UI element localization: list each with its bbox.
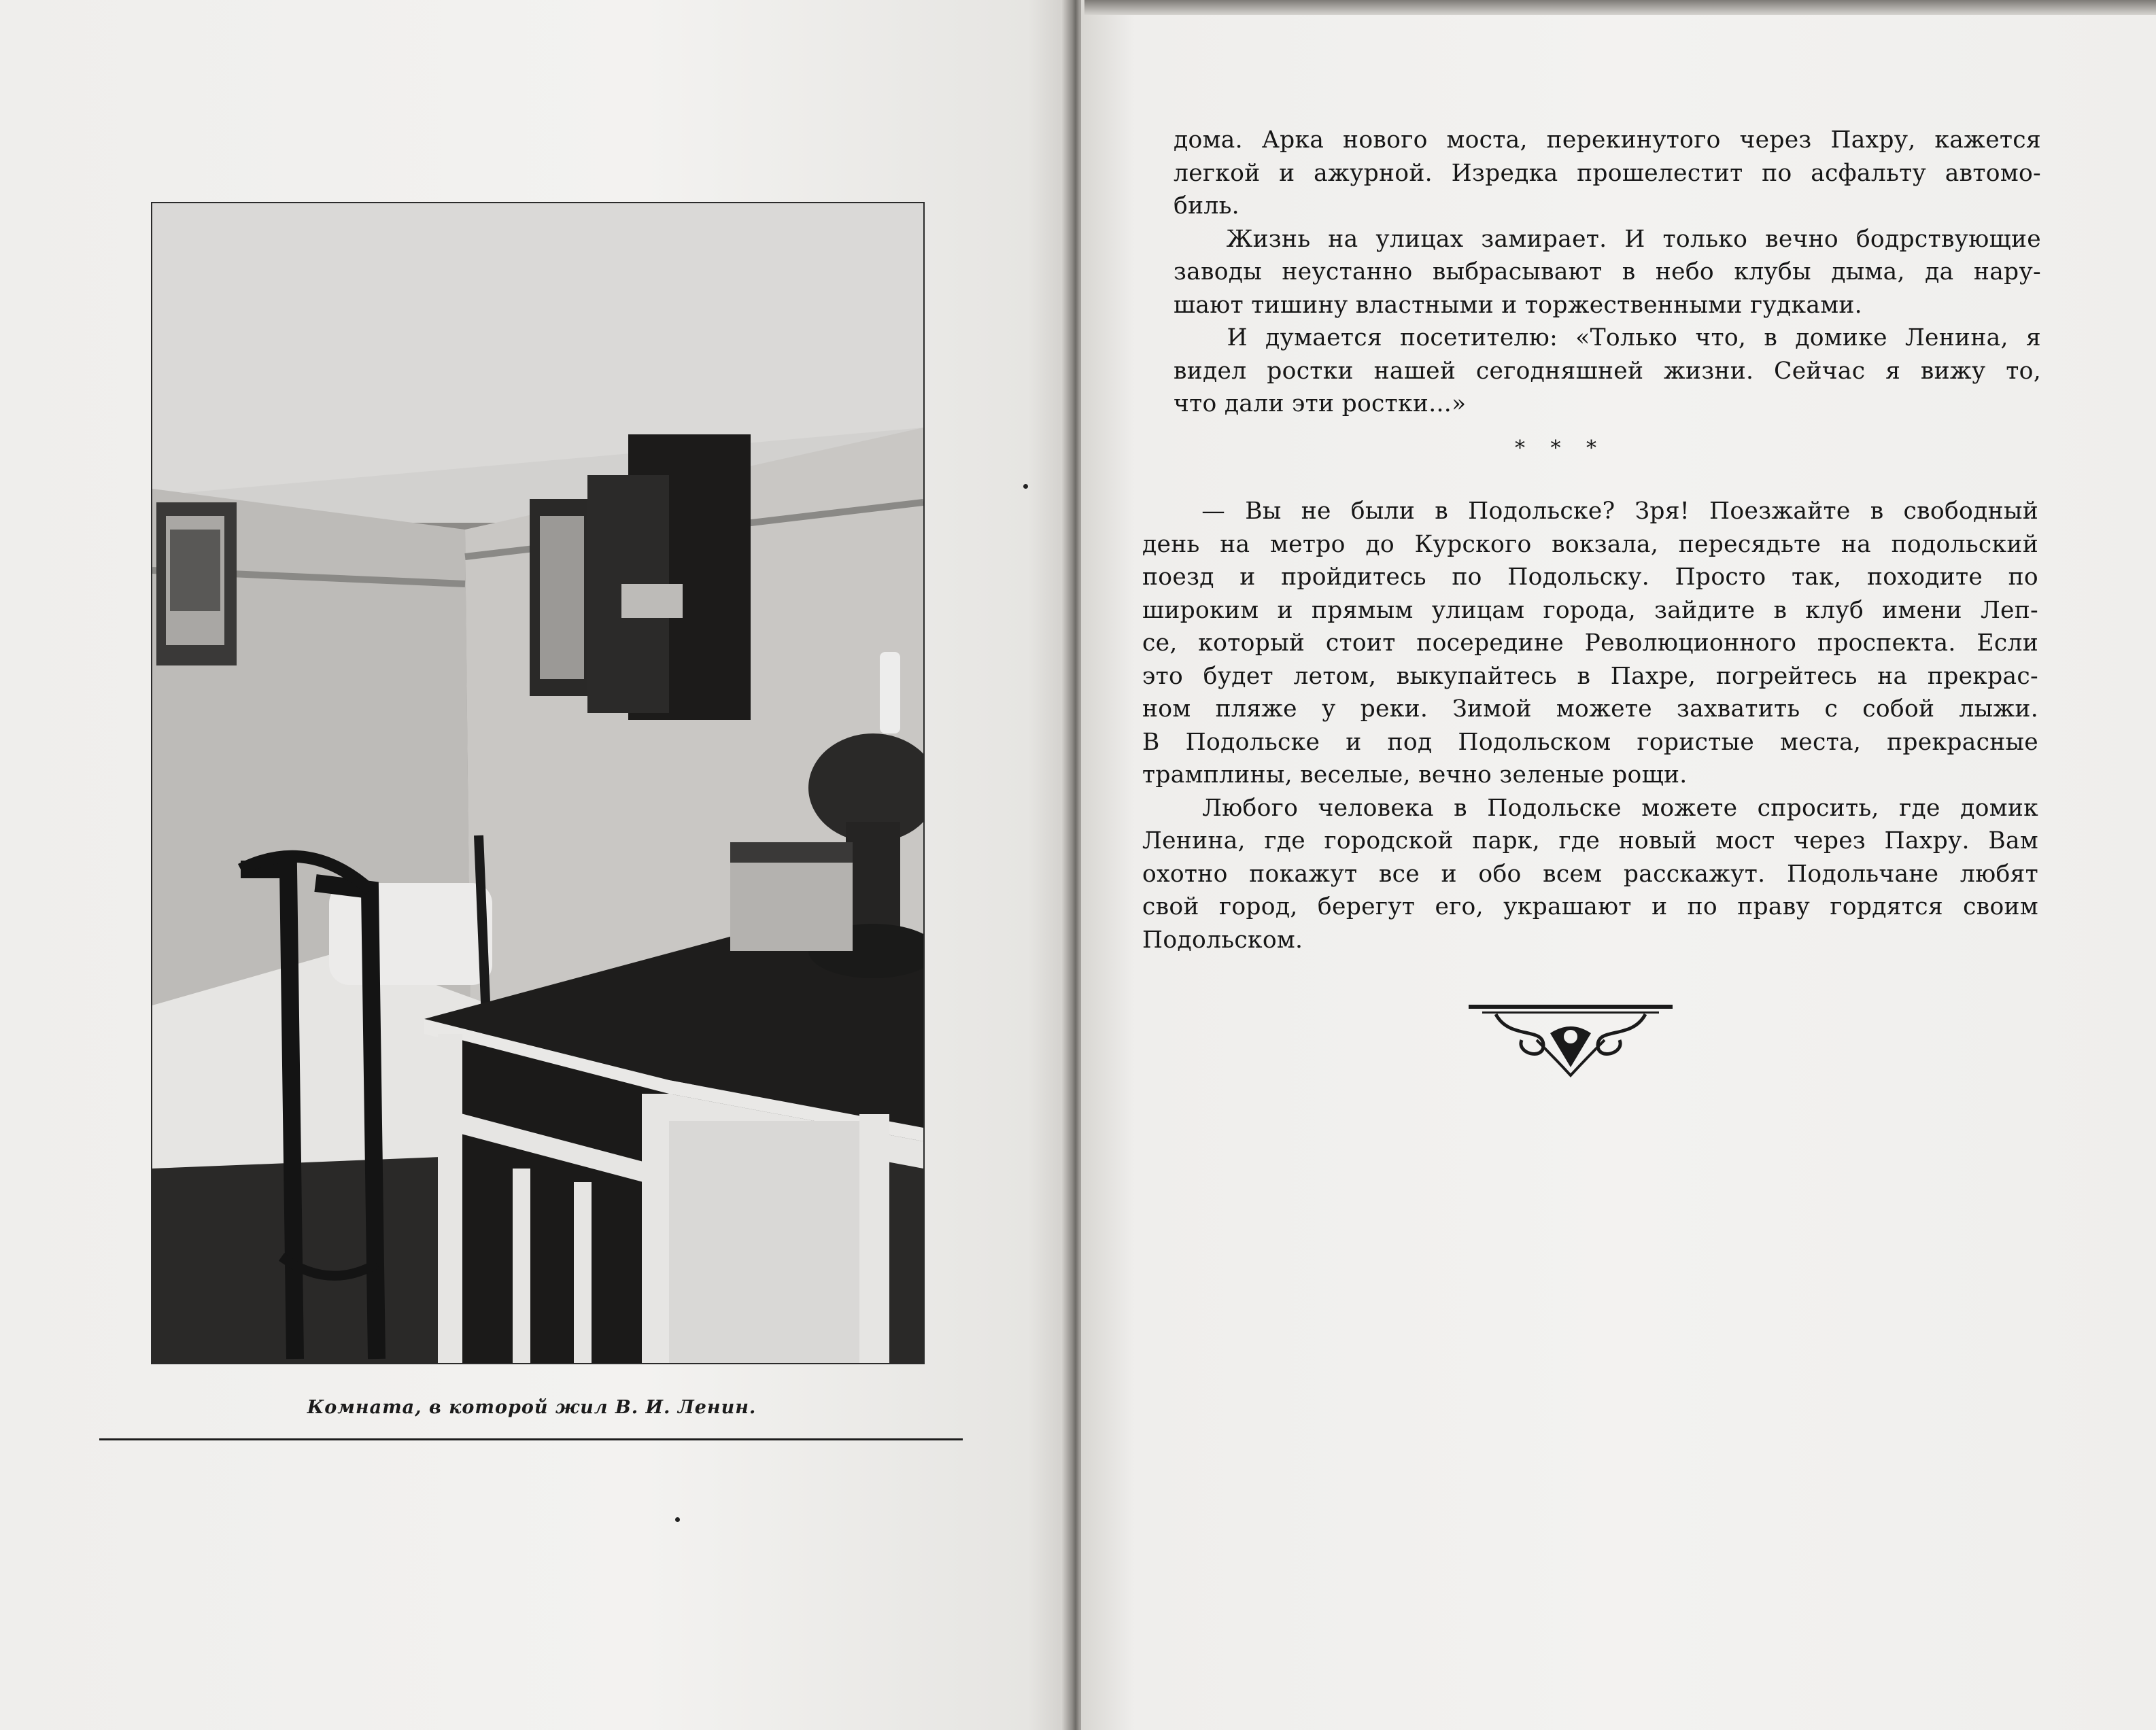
left-page <box>0 0 1071 1730</box>
text-line: поезд и пройдитесь по Подольску. Просто так, походите по <box>1142 564 2038 591</box>
print-speck <box>1023 484 1028 489</box>
room-photograph <box>151 202 925 1364</box>
text-line: легкой и ажурной. Изредка прошелестит по асфальту автомо- <box>1174 159 2041 187</box>
text-line: шают тишину властными и торжественными гудками. <box>1174 291 1862 319</box>
page-edge-shadow <box>1084 0 2156 15</box>
text-line: Любого человека в Подольске можете спросить, где домик <box>1142 794 2038 822</box>
text-line: видел ростки нашей сегодняшней жизни. Сейчас я вижу то, <box>1174 357 2041 385</box>
text-line: И думается посетителю: «Только что, в домике Ленина, я <box>1174 324 2041 351</box>
text-line: биль. <box>1174 192 1239 220</box>
text-line: Жизнь на улицах замирает. И только вечно бодрствующие <box>1174 225 2041 253</box>
text-line: ном пляже у реки. Зимой можете захватить с собой лыжи. <box>1142 695 2038 723</box>
text-line: се, который стоит посередине Революционного проспекта. Если <box>1142 629 2038 657</box>
caption-underline <box>99 1438 963 1440</box>
text-line: охотно покажут все и обо всем расскажут. Подольчане любят <box>1142 860 2038 888</box>
text-line: заводы неустанно выбрасывают в небо клубы дыма, да нару- <box>1174 258 2041 286</box>
text-line: свой город, берегут его, украшают и по праву гордятся своим <box>1142 893 2038 920</box>
text-line: дома. Арка нового моста, перекинутого через Пахру, кажется <box>1174 126 2041 154</box>
text-line: Ленина, где городской парк, где новый мост через Пахру. Вам <box>1142 827 2038 854</box>
text-block-bottom <box>1142 495 2038 956</box>
text-line: трамплины, веселые, вечно зеленые рощи. <box>1142 761 1688 789</box>
text-line: Подольском. <box>1142 926 1303 954</box>
section-separator: * * * <box>1514 436 1607 460</box>
text-line: день на метро до Курского вокзала, пересядьте на подольский <box>1142 530 2038 558</box>
text-line: — Вы не были в Подольске? Зря! Поезжайте в свободный <box>1142 498 2038 525</box>
photo-caption: Комната, в которой жил В. И. Ленин. <box>307 1397 757 1418</box>
text-line: В Подольске и под Подольском гористые места, прекрасные <box>1142 728 2038 756</box>
print-speck <box>675 1517 680 1522</box>
text-line: широким и прямым улицам города, зайдите в клуб имени Леп- <box>1142 596 2038 624</box>
text-block-top <box>1174 124 2041 421</box>
room-photo-drawing <box>152 203 923 1363</box>
text-line: что дали эти ростки...» <box>1174 390 1467 417</box>
decorative-ornament-icon <box>1469 999 1673 1081</box>
text-line: это будет летом, выкупайтесь в Пахре, погрейтесь на прекрас- <box>1142 662 2038 690</box>
